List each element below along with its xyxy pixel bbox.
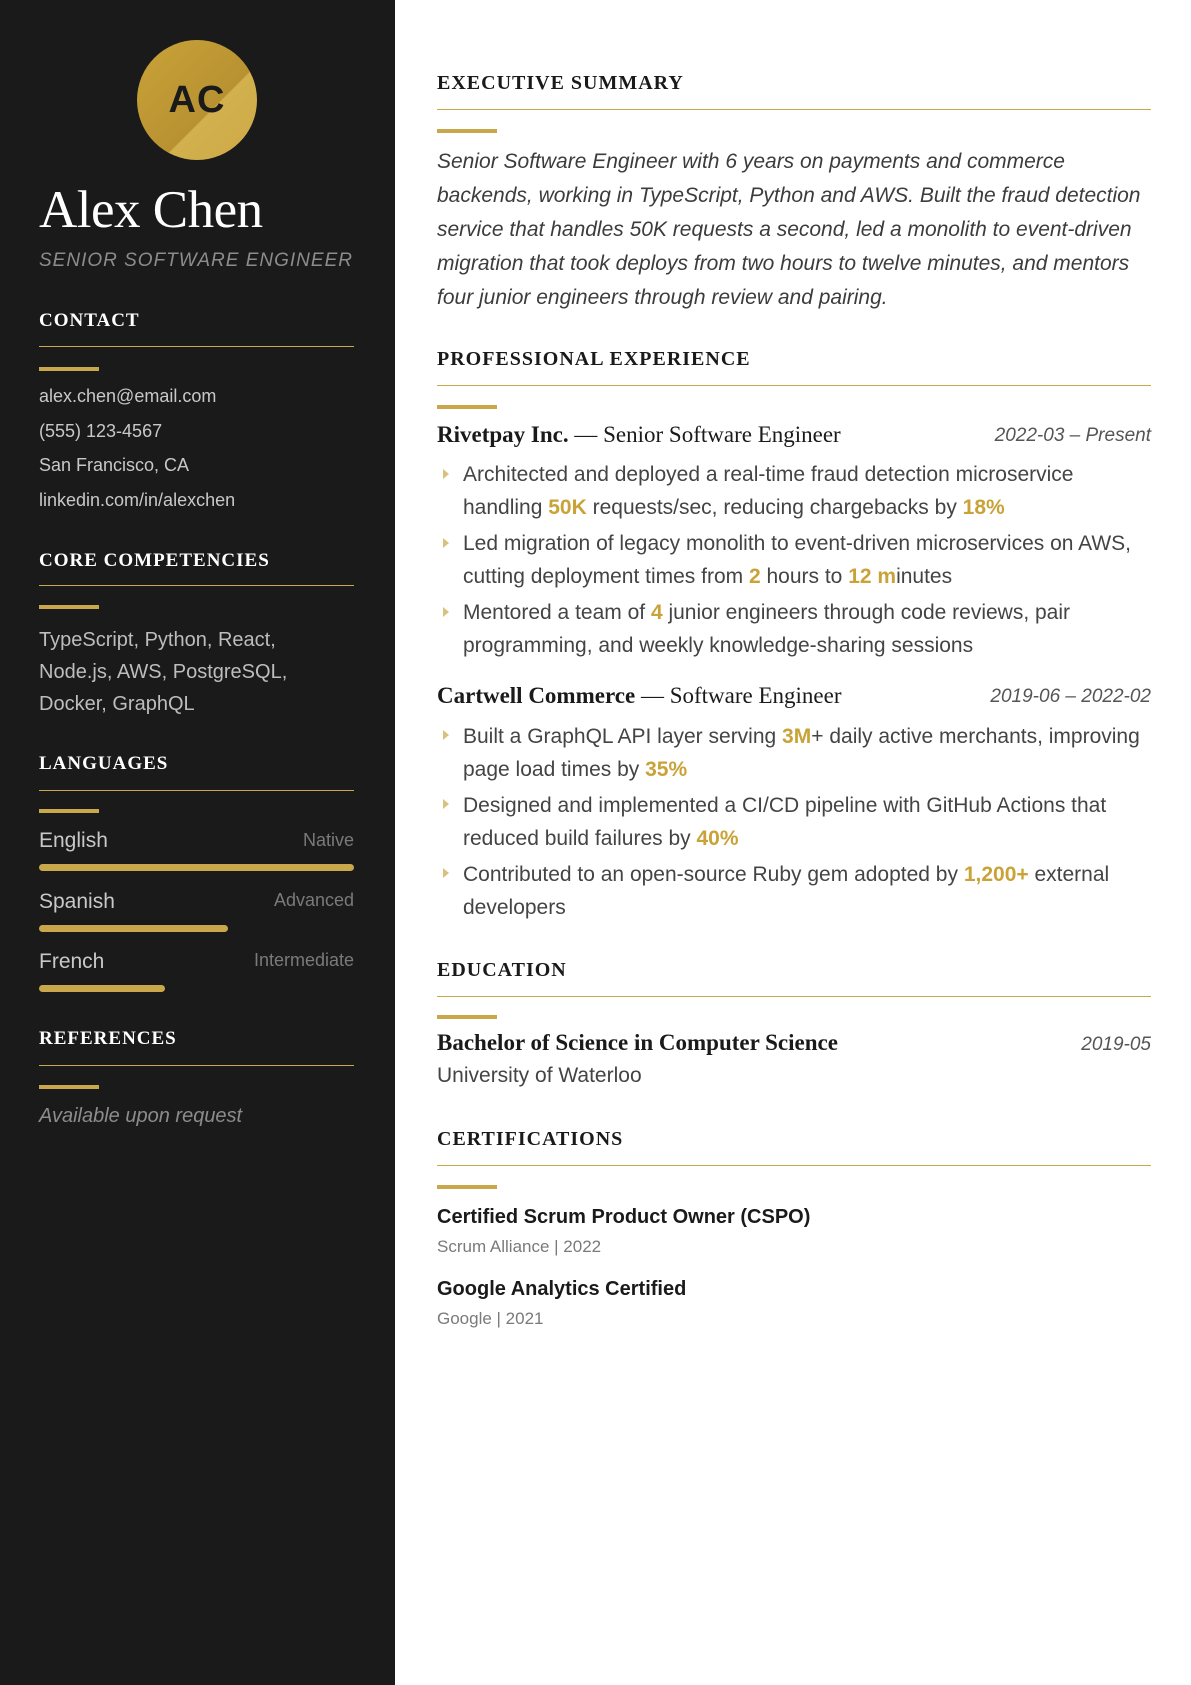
- contact-heading: CONTACT: [39, 310, 140, 331]
- references-accent-bar: [39, 1085, 99, 1089]
- certification-name: Google Analytics Certified: [437, 1278, 687, 1300]
- job-title: Senior Software Engineer: [603, 422, 841, 447]
- education-date: 2019-05: [1081, 1034, 1151, 1055]
- summary-accent-bar: [437, 129, 497, 133]
- job-bullet: Contributed to an open-source Ruby gem adopted by 1,200+ external developers: [463, 863, 1110, 919]
- education-accent-bar: [437, 1015, 497, 1019]
- language-bar-spanish: [39, 925, 228, 932]
- contact-accent-bar: [39, 367, 99, 371]
- language-bar-english: [39, 864, 354, 871]
- job-header: [437, 422, 841, 448]
- bullet-arrow-icon: [443, 469, 449, 479]
- competencies-accent-bar: [39, 605, 99, 609]
- summary-text: Senior Software Engineer with 6 years on payments and commerce backends, working in TypeScript, Python and AWS. Built the fraud detection service that handles 50K requests a second, led a monolith to event-driven migration that took deploys from two hours to twelve minutes, and mentors four junior engineers through review and pairing.: [437, 150, 1141, 309]
- job-bullet: Designed and implemented a CI/CD pipeline with GitHub Actions that reduced build failures by 40%: [463, 794, 1107, 850]
- education-divider: [437, 996, 1151, 997]
- job-company: Cartwell Commerce: [437, 683, 636, 708]
- job-bullet: Architected and deployed a real-time fraud detection microservice handling 50K requests/sec, reducing chargebacks by 18%: [463, 463, 1074, 519]
- education-degree: Bachelor of Science in Computer Science: [437, 1030, 838, 1055]
- experience-accent-bar: [437, 405, 497, 409]
- language-level-spanish: Advanced: [273, 890, 354, 910]
- contact-linkedin[interactable]: linkedin.com/in/alexchen: [39, 490, 236, 510]
- languages-accent-bar: [39, 809, 99, 813]
- language-level-french: Intermediate: [253, 950, 354, 970]
- certification-meta: Scrum Alliance | 2022: [437, 1237, 602, 1256]
- certification-meta: Google | 2021: [437, 1309, 544, 1328]
- language-name-english: English: [39, 829, 108, 852]
- bullet-arrow-icon: [443, 730, 449, 740]
- sidebar: [0, 0, 395, 1685]
- job-separator: —: [635, 683, 670, 708]
- language-name-spanish: Spanish: [39, 890, 115, 913]
- references-text: Available upon request: [39, 1105, 243, 1127]
- job-separator: —: [568, 422, 604, 447]
- contact-location: San Francisco, CA: [39, 455, 190, 475]
- bullet-arrow-icon: [443, 799, 449, 809]
- avatar-initials: AC: [168, 78, 226, 121]
- certification-name: Certified Scrum Product Owner (CSPO): [437, 1206, 811, 1228]
- certifications-divider: [437, 1165, 1151, 1166]
- experience-divider: [437, 385, 1151, 386]
- summary-heading: EXECUTIVE SUMMARY: [437, 72, 684, 94]
- job-company: Rivetpay Inc.: [437, 422, 569, 447]
- candidate-role: SENIOR SOFTWARE ENGINEER: [39, 250, 353, 271]
- job-header: [437, 683, 841, 709]
- contact-phone[interactable]: (555) 123-4567: [39, 421, 163, 441]
- bullet-arrow-icon: [443, 538, 449, 548]
- competencies-divider: [39, 585, 354, 586]
- experience-heading: PROFESSIONAL EXPERIENCE: [437, 348, 751, 370]
- language-level-english: Native: [302, 830, 354, 850]
- candidate-name: Alex Chen: [39, 181, 263, 239]
- language-name-french: French: [39, 950, 105, 973]
- references-heading: REFERENCES: [39, 1028, 177, 1049]
- bullet-arrow-icon: [443, 868, 449, 878]
- job-dates: 2022-03 – Present: [994, 425, 1151, 446]
- contact-divider: [39, 346, 354, 347]
- competencies-list: TypeScript, Python, React, Node.js, AWS, PostgreSQL, Docker, GraphQL: [39, 629, 288, 715]
- competencies-heading: CORE COMPETENCIES: [39, 550, 270, 571]
- references-divider: [39, 1065, 354, 1066]
- languages-divider: [39, 790, 354, 791]
- avatar: [137, 40, 257, 160]
- language-bar-french: [39, 985, 165, 992]
- bullet-arrow-icon: [443, 607, 449, 617]
- job-title: Software Engineer: [669, 683, 842, 708]
- contact-email[interactable]: alex.chen@email.com: [39, 386, 217, 406]
- summary-divider: [437, 109, 1151, 110]
- job-bullet: Built a GraphQL API layer serving 3M+ daily active merchants, improving page load times by 35%: [463, 725, 1140, 781]
- job-bullet: Led migration of legacy monolith to event-driven microservices on AWS, cutting deployment times from 2 hours to 12 minutes: [463, 532, 1132, 588]
- job-bullet: Mentored a team of 4 junior engineers through code reviews, pair programming, and weekly knowledge-sharing sessions: [463, 601, 1071, 657]
- education-heading: EDUCATION: [437, 959, 567, 981]
- education-school: University of Waterloo: [437, 1064, 642, 1087]
- job-dates: 2019-06 – 2022-02: [990, 686, 1151, 707]
- certifications-accent-bar: [437, 1185, 497, 1189]
- certifications-heading: CERTIFICATIONS: [437, 1128, 624, 1150]
- languages-heading: LANGUAGES: [39, 753, 169, 774]
